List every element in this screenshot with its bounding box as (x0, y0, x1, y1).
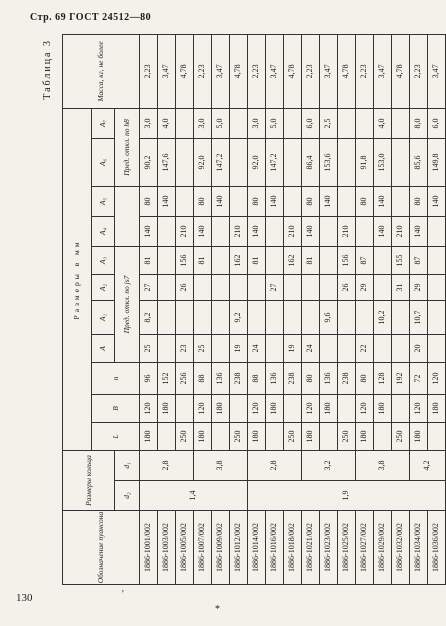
cell-A: 20 (410, 334, 428, 362)
cell-B (338, 394, 356, 422)
cell-d2: 1,4 (140, 481, 248, 511)
cell-A4: 140 (302, 216, 320, 246)
cell-L: 180 (302, 422, 320, 450)
cell-d1: 2,8 (248, 450, 302, 480)
cell-A6 (230, 138, 248, 186)
cell-mass: 2,23 (356, 34, 374, 108)
cell-A4: 210 (230, 216, 248, 246)
cell-A2 (212, 274, 230, 300)
cell-A5: 140 (158, 186, 176, 216)
cell-A6: 147,2 (266, 138, 284, 186)
cell-L: 250 (392, 422, 410, 450)
cell-A7: 4,0 (374, 108, 392, 138)
header-ring-size: Размеры кольца (63, 450, 115, 510)
cell-B: 180 (212, 394, 230, 422)
cell-A: 23 (176, 334, 194, 362)
cell-A5: 80 (356, 186, 374, 216)
cell-A2 (194, 274, 212, 300)
header-mass: Масса, кг, не более (63, 34, 140, 108)
cell-A1: 9,6 (320, 300, 338, 334)
cell-mass: 3,47 (428, 34, 446, 108)
cell-A4 (320, 216, 338, 246)
cell-n: 256 (176, 362, 194, 394)
cell-A3: 156 (176, 246, 194, 274)
cell-A7: 3,0 (194, 108, 212, 138)
header-A: A (92, 334, 115, 362)
cell-A5: 80 (302, 186, 320, 216)
cell-A7: 3,0 (140, 108, 158, 138)
cell-A2: 26 (338, 274, 356, 300)
header-A5: A₅ (92, 186, 115, 216)
cell-A3: 81 (248, 246, 266, 274)
table-body (140, 34, 446, 584)
cell-A (374, 334, 392, 362)
cell-A (320, 334, 338, 362)
cell-B: 120 (410, 394, 428, 422)
cell-B (230, 394, 248, 422)
cell-A1 (176, 300, 194, 334)
cell-A1 (284, 300, 302, 334)
cell-mass: 4,78 (338, 34, 356, 108)
cell-A3: 81 (302, 246, 320, 274)
header-A2: A₂ (92, 274, 115, 300)
cell-A7: 8,0 (410, 108, 428, 138)
cell-mass: 2,23 (248, 34, 266, 108)
sizes-table (62, 34, 446, 585)
cell-A3: 81 (140, 246, 158, 274)
row-designation: 1886-1012/002 (230, 511, 248, 585)
cell-n: 238 (284, 362, 302, 394)
rotated-table-container (42, 35, 441, 585)
cell-A1 (356, 300, 374, 334)
cell-A2 (230, 274, 248, 300)
cell-A7: 6,0 (302, 108, 320, 138)
cell-A2 (158, 274, 176, 300)
cell-B: 120 (194, 394, 212, 422)
cell-A2 (320, 274, 338, 300)
cell-A7: 3,0 (248, 108, 266, 138)
cell-A6: 91,8 (356, 138, 374, 186)
cell-A6 (392, 138, 410, 186)
header-d2: d₂ (115, 481, 140, 511)
row-designation: 1886-1032/002 (392, 511, 410, 585)
cell-mass: 4,78 (392, 34, 410, 108)
cell-A: 22 (356, 334, 374, 362)
row-designation: 1886-1021/002 (302, 511, 320, 585)
cell-A4: 140 (374, 216, 392, 246)
cell-B (176, 394, 194, 422)
header-n: n (92, 362, 140, 394)
row-designation: 1886-1018/002 (284, 511, 302, 585)
cell-A1: 10,2 (374, 300, 392, 334)
header-B: B (92, 394, 140, 422)
cell-n: 136 (212, 362, 230, 394)
cell-A4: 210 (176, 216, 194, 246)
row-designation: 1886-1014/002 (248, 511, 266, 585)
cell-n: 136 (266, 362, 284, 394)
cell-L: 180 (248, 422, 266, 450)
cell-A: 25 (194, 334, 212, 362)
header-A7: A₇ (92, 108, 115, 138)
header-L: L (92, 422, 140, 450)
cell-A3 (428, 246, 446, 274)
cell-A: 24 (302, 334, 320, 362)
cell-B (392, 394, 410, 422)
cell-A7 (284, 108, 302, 138)
header-A6: A₆ (92, 138, 115, 186)
cell-A1 (428, 300, 446, 334)
cell-L: 180 (410, 422, 428, 450)
cell-n: 72 (410, 362, 428, 394)
cell-A4: 210 (284, 216, 302, 246)
cell-d1: 4,2 (410, 450, 446, 480)
cell-A7: 6,0 (428, 108, 446, 138)
cell-A6: 92,0 (248, 138, 266, 186)
cell-L (320, 422, 338, 450)
cell-A5: 80 (248, 186, 266, 216)
table-row (248, 34, 266, 584)
cell-L: 250 (284, 422, 302, 450)
cell-A2 (302, 274, 320, 300)
cell-n: 88 (194, 362, 212, 394)
cell-A6: 86,4 (302, 138, 320, 186)
cell-A4: 140 (140, 216, 158, 246)
cell-A3 (158, 246, 176, 274)
header-A1: A₁ (92, 300, 115, 334)
row-designation: 1886-1009/002 (212, 511, 230, 585)
cell-A2 (248, 274, 266, 300)
cell-A2 (374, 274, 392, 300)
cell-B: 120 (356, 394, 374, 422)
cell-A7: 2,5 (320, 108, 338, 138)
cell-d2: 1,9 (248, 481, 446, 511)
header-A3: A₃ (92, 246, 115, 274)
cell-n: 152 (158, 362, 176, 394)
cell-A5: 140 (374, 186, 392, 216)
row-designation: 1886-1025/002 (338, 511, 356, 585)
cell-B: 120 (140, 394, 158, 422)
row-designation: 1886-1027/002 (356, 511, 374, 585)
cell-A3: 155 (392, 246, 410, 274)
cell-B: 120 (302, 394, 320, 422)
cell-A4: 140 (248, 216, 266, 246)
row-designation: 1886-1029/002 (374, 511, 392, 585)
cell-A2: 27 (140, 274, 158, 300)
cell-A: 24 (248, 334, 266, 362)
rotated-table (42, 35, 441, 585)
cell-A7 (392, 108, 410, 138)
page-number: 130 (16, 592, 33, 604)
cell-A2: 29 (410, 274, 428, 300)
cell-A4 (428, 216, 446, 246)
cell-A2 (428, 274, 446, 300)
cell-A5: 80 (194, 186, 212, 216)
cell-A4: 210 (392, 216, 410, 246)
cell-B: 120 (248, 394, 266, 422)
cell-B (284, 394, 302, 422)
cell-n: 80 (356, 362, 374, 394)
cell-B: 180 (428, 394, 446, 422)
cell-A7 (176, 108, 194, 138)
cell-B: 180 (266, 394, 284, 422)
cell-n: 192 (392, 362, 410, 394)
cell-A3: 162 (284, 246, 302, 274)
cell-mass: 3,47 (212, 34, 230, 108)
cell-L (266, 422, 284, 450)
cell-L: 180 (194, 422, 212, 450)
cell-A3: 87 (410, 246, 428, 274)
cell-A3 (320, 246, 338, 274)
cell-A: 19 (284, 334, 302, 362)
cell-A (392, 334, 410, 362)
stray-mark: ' (122, 589, 124, 600)
page-header: Стр. 69 ГОСТ 24512—80 (30, 12, 152, 23)
cell-L (428, 422, 446, 450)
cell-mass: 3,47 (158, 34, 176, 108)
cell-A (212, 334, 230, 362)
cell-mass: 2,23 (410, 34, 428, 108)
cell-A6: 90,2 (140, 138, 158, 186)
cell-A6: 92,0 (194, 138, 212, 186)
cell-n: 80 (302, 362, 320, 394)
cell-B: 180 (158, 394, 176, 422)
cell-A3 (374, 246, 392, 274)
cell-A5: 140 (320, 186, 338, 216)
cell-n: 238 (338, 362, 356, 394)
cell-L (374, 422, 392, 450)
cell-A3: 156 (338, 246, 356, 274)
cell-A3 (212, 246, 230, 274)
cell-mass: 2,23 (194, 34, 212, 108)
cell-A1 (194, 300, 212, 334)
cell-A5 (176, 186, 194, 216)
row-designation: 1886-1007/002 (194, 511, 212, 585)
cell-A5 (230, 186, 248, 216)
cell-A6: 147,6 (158, 138, 176, 186)
cell-A7 (338, 108, 356, 138)
cell-L (158, 422, 176, 450)
cell-n: 96 (140, 362, 158, 394)
cell-A7: 5,0 (212, 108, 230, 138)
cell-d1: 2,8 (140, 450, 194, 480)
cell-A6: 149,8 (428, 138, 446, 186)
stray-mark: * (215, 604, 220, 615)
cell-mass: 3,47 (374, 34, 392, 108)
cell-A2: 29 (356, 274, 374, 300)
cell-A7 (230, 108, 248, 138)
cell-A3: 81 (194, 246, 212, 274)
table-title: Таблица 3 (42, 39, 53, 100)
cell-A: 19 (230, 334, 248, 362)
cell-A: 25 (140, 334, 158, 362)
cell-A6: 153,6 (320, 138, 338, 186)
cell-mass: 2,23 (140, 34, 158, 108)
row-designation: 1886-1016/002 (266, 511, 284, 585)
cell-A5: 140 (266, 186, 284, 216)
row-designation: 1886-1005/002 (176, 511, 194, 585)
header-d1: d₁ (115, 450, 140, 480)
header-designation: Обозначение пуансона (63, 511, 140, 585)
cell-A4 (158, 216, 176, 246)
cell-d1: 3,8 (194, 450, 248, 480)
cell-A (266, 334, 284, 362)
cell-A1: 8,2 (140, 300, 158, 334)
cell-A3: 87 (356, 246, 374, 274)
cell-A1: 10,7 (410, 300, 428, 334)
cell-B: 180 (320, 394, 338, 422)
cell-A (428, 334, 446, 362)
cell-mass: 4,78 (176, 34, 194, 108)
row-designation: 1886-1003/002 (158, 511, 176, 585)
row-designation: 1886-1034/002 (410, 511, 428, 585)
cell-A2: 31 (392, 274, 410, 300)
row-designation: 1886-1036/002 (428, 511, 446, 585)
cell-A (338, 334, 356, 362)
cell-L (212, 422, 230, 450)
cell-A4 (212, 216, 230, 246)
cell-A4: 210 (338, 216, 356, 246)
cell-n: 136 (320, 362, 338, 394)
cell-A6 (284, 138, 302, 186)
cell-L: 250 (338, 422, 356, 450)
cell-L: 180 (140, 422, 158, 450)
cell-n: 128 (374, 362, 392, 394)
cell-A1 (392, 300, 410, 334)
header-blank (115, 186, 140, 246)
cell-A2: 27 (266, 274, 284, 300)
cell-A7: 5,0 (266, 108, 284, 138)
cell-A5: 140 (212, 186, 230, 216)
cell-A1: 9,2 (230, 300, 248, 334)
cell-A4: 140 (194, 216, 212, 246)
cell-A7 (356, 108, 374, 138)
cell-B: 180 (374, 394, 392, 422)
cell-A5 (284, 186, 302, 216)
cell-mass: 3,47 (266, 34, 284, 108)
header-sizes-mm: Размеры в мм (63, 108, 92, 450)
cell-A5: 140 (428, 186, 446, 216)
header-tol-js7: Пред. откл. по js7 (115, 246, 140, 362)
cell-A1 (212, 300, 230, 334)
cell-A6: 85,6 (410, 138, 428, 186)
cell-mass: 3,47 (320, 34, 338, 108)
cell-A5: 80 (410, 186, 428, 216)
cell-A5 (392, 186, 410, 216)
cell-mass: 2,23 (302, 34, 320, 108)
cell-A2 (284, 274, 302, 300)
cell-A3: 162 (230, 246, 248, 274)
cell-A2: 26 (176, 274, 194, 300)
cell-L: 180 (356, 422, 374, 450)
header-A4: A₄ (92, 216, 115, 246)
cell-A4 (356, 216, 374, 246)
cell-L: 250 (176, 422, 194, 450)
cell-A5: 80 (140, 186, 158, 216)
cell-n: 238 (230, 362, 248, 394)
cell-A6: 153,0 (374, 138, 392, 186)
cell-A1 (248, 300, 266, 334)
row-designation: 1886-1001/002 (140, 511, 158, 585)
cell-A4: 140 (410, 216, 428, 246)
cell-A4 (266, 216, 284, 246)
cell-A1 (302, 300, 320, 334)
cell-A6: 147,2 (212, 138, 230, 186)
cell-A7: 4,0 (158, 108, 176, 138)
cell-d1: 3,8 (356, 450, 410, 480)
cell-A6 (338, 138, 356, 186)
cell-d1: 3,2 (302, 450, 356, 480)
cell-A3 (266, 246, 284, 274)
cell-A6 (176, 138, 194, 186)
cell-mass: 4,78 (230, 34, 248, 108)
cell-mass: 4,78 (284, 34, 302, 108)
cell-L: 250 (230, 422, 248, 450)
cell-A (158, 334, 176, 362)
cell-n: 88 (248, 362, 266, 394)
cell-n: 120 (428, 362, 446, 394)
header-tol-h8: Пред. откл. по h8 (115, 108, 140, 186)
table-row (140, 34, 158, 584)
cell-A5 (338, 186, 356, 216)
cell-A1 (338, 300, 356, 334)
cell-A1 (266, 300, 284, 334)
cell-A1 (158, 300, 176, 334)
row-designation: 1886-1023/002 (320, 511, 338, 585)
